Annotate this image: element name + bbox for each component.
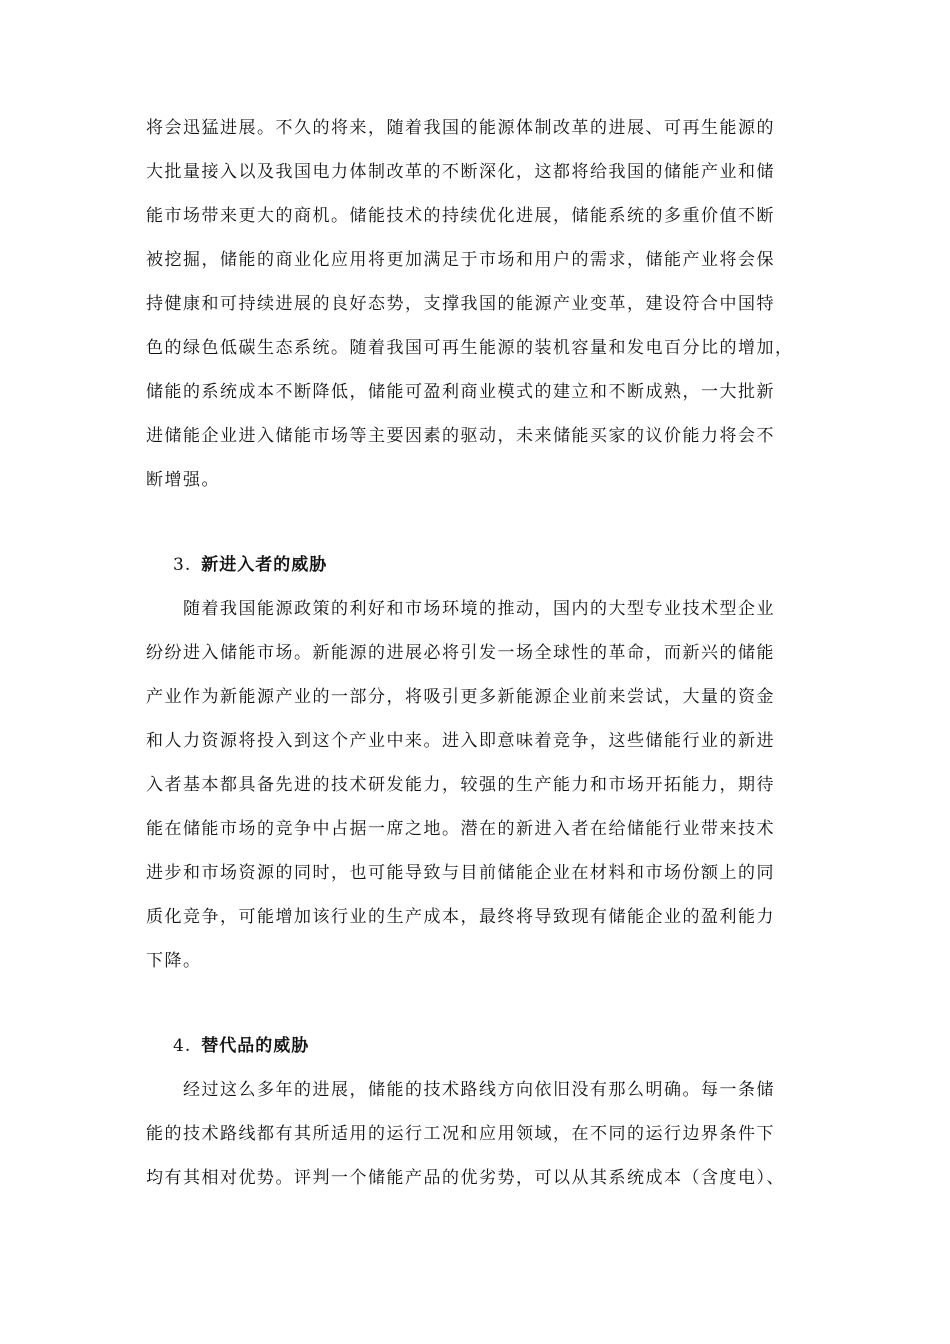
paragraph-line: 能市场带来更大的商机。储能技术的持续优化进展，储能系统的多重价值不断: [146, 206, 775, 226]
paragraph-line: 进储能企业进入储能市场等主要因素的驱动，未来储能买家的议价能力将会不: [146, 426, 775, 446]
section-number: 4.: [173, 1036, 192, 1056]
paragraph-line: 和人力资源将投入到这个产业中来。进入即意味着竞争，这些储能行业的新进: [146, 731, 775, 751]
paragraph-line: 能在储能市场的竞争中占据一席之地。潜在的新进入者在给储能行业带来技术: [146, 819, 775, 839]
section-title: 替代品的威胁: [201, 1036, 310, 1056]
section-heading: [173, 1036, 309, 1056]
paragraph-line: 色的绿色低碳生态系统。随着我国可再生能源的装机容量和发电百分比的增加，: [146, 338, 794, 358]
paragraph-line: 随着我国能源政策的利好和市场环境的推动，国内的大型专业技术型企业: [146, 599, 775, 619]
paragraph-line: 均有其相对优势。评判一个储能产品的优劣势，可以从其系统成本（含度电）、: [146, 1168, 785, 1188]
section-heading: [173, 555, 327, 575]
paragraph-line: 储能的系统成本不断降低，储能可盈利商业模式的建立和不断成熟，一大批新: [146, 382, 775, 402]
paragraph-line: 被挖掘，储能的商业化应用将更加满足于市场和用户的需求，储能产业将会保: [146, 250, 775, 270]
paragraph-line: 产业作为新能源产业的一部分，将吸引更多新能源企业前来尝试，大量的资金: [146, 687, 775, 707]
section-number: 3.: [173, 555, 192, 575]
paragraph-line: 经过这么多年的进展，储能的技术路线方向依旧没有那么明确。每一条储: [146, 1080, 775, 1100]
paragraph-line: 断增强。: [146, 470, 220, 490]
paragraph-line: 下降。: [146, 951, 202, 971]
paragraph-line: 进步和市场资源的同时，也可能导致与目前储能企业在材料和市场份额上的同: [146, 863, 775, 883]
paragraph-line: 能的技术路线都有其所适用的运行工况和应用领域，在不同的运行边界条件下: [146, 1124, 775, 1144]
section-title: 新进入者的威胁: [201, 555, 328, 575]
paragraph-line: 入者基本都具备先进的技术研发能力，较强的生产能力和市场开拓能力，期待: [146, 775, 775, 795]
paragraph-line: 将会迅猛进展。不久的将来，随着我国的能源体制改革的进展、可再生能源的: [146, 118, 775, 138]
paragraph-line: 持健康和可持续进展的良好态势，支撑我国的能源产业变革，建设符合中国特: [146, 294, 775, 314]
paragraph-line: 质化竞争，可能增加该行业的生产成本，最终将导致现有储能企业的盈利能力: [146, 907, 775, 927]
paragraph-line: 大批量接入以及我国电力体制改革的不断深化，这都将给我国的储能产业和储: [146, 162, 775, 182]
paragraph-line: 纷纷进入储能市场。新能源的进展必将引发一场全球性的革命，而新兴的储能: [146, 643, 775, 663]
